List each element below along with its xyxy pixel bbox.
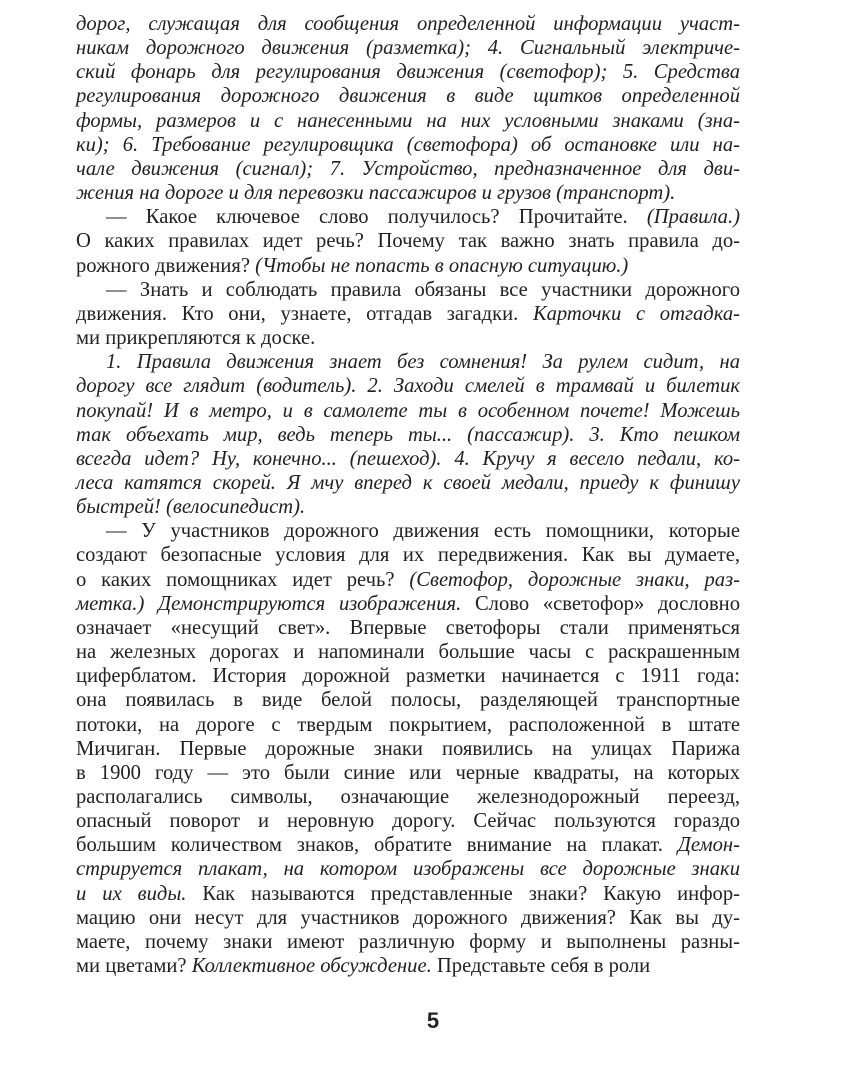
text-segment: Мичиган. Первые дорожные знаки появились на улицах Парижа bbox=[76, 737, 740, 760]
text-segment: большим количеством знаков, обратите внимание на плакат. bbox=[76, 834, 678, 857]
text-line bbox=[76, 109, 740, 133]
text-line bbox=[76, 36, 740, 60]
text-segment: мацию они несут для участников дорожного движения? Как вы ду- bbox=[76, 906, 740, 929]
text-segment: движения. Кто они, узнаете, отгадав загадки. bbox=[76, 302, 533, 325]
text-line bbox=[76, 930, 740, 954]
text-line bbox=[76, 857, 740, 881]
text-segment: формы, размеров и с нанесенными на них условными знаками (зна- bbox=[76, 109, 740, 132]
text-segment: всегда идет? Ну, конечно... (пешеход). 4. Кручу я весело педали, ко- bbox=[76, 447, 740, 470]
text-segment: Представьте себя в роли bbox=[431, 955, 651, 978]
text-segment: маете, почему знаки имеют различную форму и выполнены разны- bbox=[76, 930, 740, 953]
text-segment: регулирования дорожного движения в виде щитков определенной bbox=[76, 85, 740, 108]
text-segment: потоки, на дороге с твердым покрытием, расположенной в штате bbox=[76, 713, 740, 736]
text-segment: располагались символы, означающие железнодорожный переезд, bbox=[76, 786, 740, 808]
text-line bbox=[76, 906, 740, 930]
text-line bbox=[76, 181, 740, 205]
text-line bbox=[76, 568, 740, 592]
text-segment: — У участников дорожного движения есть помощники, которые bbox=[106, 520, 740, 543]
text-segment: и их виды. bbox=[76, 882, 187, 905]
text-line bbox=[76, 12, 740, 36]
text-segment: создают безопасные условия для их передвижения. Как вы думаете, bbox=[76, 544, 740, 567]
text-segment: на железных дорогах и напоминали большие часы с раскрашенным bbox=[76, 641, 740, 664]
text-segment: леса катятся скорей. Я мчу вперед к своей медали, приеду к финишу bbox=[76, 471, 740, 494]
text-line bbox=[76, 640, 740, 664]
text-segment: дорогу все глядит (водитель). 2. Заходи смелей в трамвай и билетик bbox=[76, 375, 740, 398]
text-segment: опасный поворот и неровную дорогу. Сейчас пользуются гораздо bbox=[76, 810, 740, 833]
text-segment: ми прикрепляются к доске. bbox=[76, 327, 316, 350]
text-segment: — Знать и соблюдать правила обязаны все участники дорожного bbox=[106, 278, 740, 301]
text-segment: Слово «светофор» дословно bbox=[461, 592, 740, 615]
text-segment: (Правила.) bbox=[646, 206, 740, 229]
text-line bbox=[76, 326, 740, 350]
text-segment: О каких правилах идет речь? Почему так важно знать правила до- bbox=[76, 230, 740, 253]
text-line bbox=[76, 616, 740, 640]
text-segment: Карточки с отгадка- bbox=[532, 302, 740, 325]
text-segment: Коллективное обсуждение. bbox=[191, 955, 432, 978]
text-segment: означает «несущий свет». Впервые светофоры стали применяться bbox=[76, 616, 740, 639]
text-segment: чале движения (сигнал); 7. Устройство, предназначенное для дви- bbox=[76, 157, 740, 180]
text-line bbox=[76, 374, 740, 398]
text-line bbox=[76, 60, 740, 84]
text-segment: так объехать мир, ведь теперь ты... (пассажир). 3. Кто пешком bbox=[76, 423, 740, 446]
text-line bbox=[76, 205, 740, 229]
text-line bbox=[76, 882, 740, 906]
text-line bbox=[76, 447, 740, 471]
text-line bbox=[76, 302, 740, 326]
text-segment: Демон- bbox=[677, 834, 740, 857]
text-segment: о каких помощниках идет речь? bbox=[76, 568, 410, 591]
text-segment: никам дорожного движения (разметка); 4. Сигнальный электриче- bbox=[76, 37, 740, 60]
text-line bbox=[76, 833, 740, 857]
page-number: 5 bbox=[426, 1008, 440, 1033]
text-line bbox=[76, 254, 740, 278]
text-line bbox=[76, 471, 740, 495]
text-line bbox=[76, 399, 740, 423]
text-line bbox=[76, 278, 740, 302]
text-line bbox=[76, 761, 740, 785]
page-text bbox=[76, 12, 740, 978]
text-segment: (Чтобы не попасть в опасную ситуацию.) bbox=[255, 254, 629, 277]
text-line bbox=[76, 157, 740, 181]
text-line bbox=[76, 133, 740, 157]
text-segment: циферблатом. История дорожной разметки начинается с 1911 года: bbox=[76, 665, 740, 688]
text-line bbox=[76, 713, 740, 737]
text-segment: ки); 6. Требование регулировщика (светофора) об остановке или на- bbox=[76, 133, 740, 156]
text-segment: жения на дороге и для перевозки пассажиров и грузов (транспорт). bbox=[76, 182, 676, 205]
text-line bbox=[76, 543, 740, 567]
text-line bbox=[76, 592, 740, 616]
text-line bbox=[76, 84, 740, 108]
text-segment: рожного движения? bbox=[76, 254, 256, 277]
text-line bbox=[76, 809, 740, 833]
text-segment: быстрей! (велосипедист). bbox=[76, 496, 306, 519]
text-segment: она появилась в виде белой полосы, разделяющей транспортные bbox=[76, 689, 740, 712]
text-segment: дорог, служащая для сообщения определенной информации участ- bbox=[76, 13, 740, 35]
text-line bbox=[76, 737, 740, 761]
text-segment: ский фонарь для регулирования движения (светофор); 5. Средства bbox=[76, 61, 740, 84]
text-segment: (Светофор, дорожные знаки, раз- bbox=[409, 568, 740, 591]
text-segment: — Какое ключевое слово получилось? Прочитайте. bbox=[106, 206, 647, 229]
text-line bbox=[76, 688, 740, 712]
text-segment: покупай! И в метро, и в самолете ты в особенном почете! Можешь bbox=[76, 399, 740, 422]
text-segment: ми цветами? bbox=[76, 955, 192, 978]
text-line bbox=[76, 954, 740, 978]
text-line bbox=[76, 423, 740, 447]
text-segment: Как называются представленные знаки? Какую инфор- bbox=[186, 882, 740, 905]
text-line bbox=[76, 495, 740, 519]
text-segment: в 1900 году — это были синие или черные квадраты, на которых bbox=[76, 761, 740, 784]
text-segment: стрируется плакат, на котором изображены все дорожные знаки bbox=[76, 858, 740, 881]
text-segment: 1. Правила движения знает без сомнения! За рулем сидит, на bbox=[106, 351, 740, 374]
text-line bbox=[76, 350, 740, 374]
text-line bbox=[76, 785, 740, 809]
text-line bbox=[76, 519, 740, 543]
text-segment: метка.) Демонстрируются изображения. bbox=[76, 592, 462, 615]
text-line bbox=[76, 229, 740, 253]
text-line bbox=[76, 664, 740, 688]
